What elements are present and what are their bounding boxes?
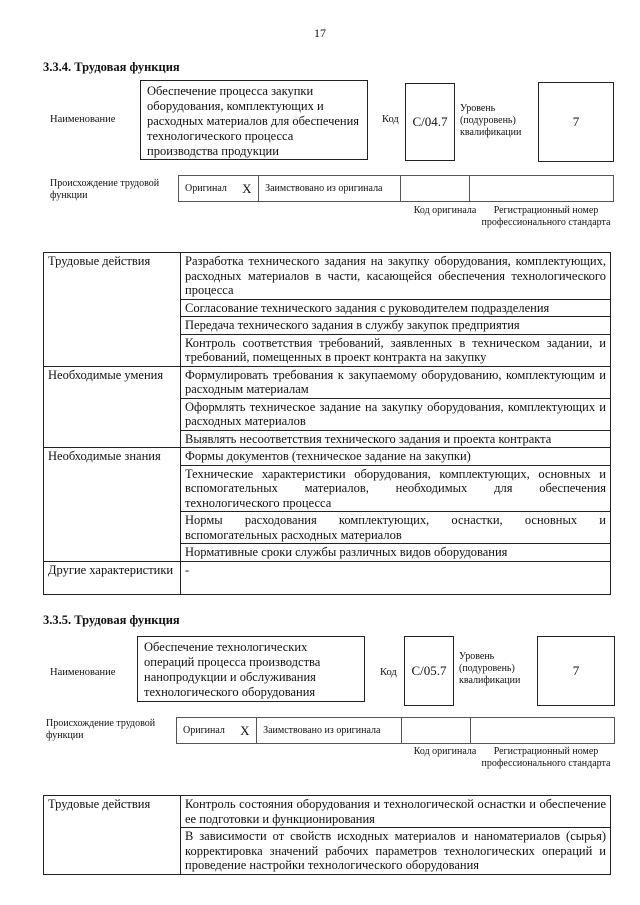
table-row: Оформлять техническое задание на закупку оборудования, комплектующих и расходных материалов — [181, 398, 611, 430]
function-code: C/04.7 — [405, 83, 455, 161]
original-mark: X — [236, 176, 259, 202]
function-table-335 — [43, 795, 611, 875]
code-label: Код — [382, 114, 399, 125]
category-labor-actions: Трудовые действия — [44, 253, 181, 367]
level-label: Уровень (подуровень) квалификации — [459, 651, 521, 686]
function-code: C/05.7 — [404, 636, 454, 706]
function-table-334 — [43, 252, 611, 595]
origin-label: Происхождение трудовой функции — [50, 178, 160, 201]
borrowed-label: Заимствовано из оригинала — [257, 718, 402, 744]
code-original-cell — [400, 176, 469, 202]
origin-table — [178, 175, 614, 202]
table-row: Технические характеристики оборудования, комплектующих, основных и вспомогательных материалов, необходимых для обеспечения технологического процесса — [181, 465, 611, 512]
reg-number-caption: Регистрационный номер профессионального стандарта — [481, 746, 611, 769]
level-label: Уровень (подуровень) квалификации — [460, 103, 522, 138]
category-skills: Необходимые умения — [44, 366, 181, 448]
table-row: Согласование технического задания с руководителем подразделения — [181, 299, 611, 317]
name-label: Наименование — [50, 114, 116, 125]
function-name: Обеспечение процесса закупки оборудования, комплектующих и расходных материалов для обеспечения технологического процесса производства продукции — [140, 80, 368, 160]
table-row: Нормы расходования комплектующих, оснастки, основных и вспомогательных расходных материалов — [181, 512, 611, 544]
function-name: Обеспечение технологических операций процесса производства нанопродукции и обслуживания технологического оборудования — [137, 636, 365, 702]
original-mark: X — [234, 718, 257, 744]
origin-table — [176, 717, 615, 744]
code-original-cell — [401, 718, 470, 744]
code-label: Код — [380, 667, 397, 678]
table-row: Формулировать требования к закупаемому оборудованию, комплектующим и расходным материалам — [181, 366, 611, 398]
table-row: Передача технического задания в службу закупок предприятия — [181, 317, 611, 335]
origin-label: Происхождение трудовой функции — [46, 718, 156, 741]
reg-number-cell — [470, 176, 614, 202]
code-original-caption: Код оригинала — [413, 746, 477, 757]
original-label: Оригинал — [177, 718, 234, 744]
table-row: Нормативные сроки службы различных видов оборудования — [181, 544, 611, 562]
page-number: 17 — [314, 26, 326, 40]
table-row: - — [181, 561, 611, 594]
name-label: Наименование — [50, 667, 116, 678]
section-title-335: 3.3.5. Трудовая функция — [43, 613, 180, 627]
table-row: Выявлять несоответствия технического задания и проекта контракта — [181, 430, 611, 448]
section-title-334: 3.3.4. Трудовая функция — [43, 60, 180, 74]
table-row: Разработка технического задания на закупку оборудования, комплектующих, расходных материалов в части, касающейся обеспечения технологического процесса — [181, 253, 611, 300]
table-row: Формы документов (техническое задание на закупки) — [181, 448, 611, 466]
original-label: Оригинал — [179, 176, 236, 202]
category-other: Другие характеристики — [44, 561, 181, 594]
qualification-level: 7 — [538, 82, 614, 162]
reg-number-cell — [471, 718, 615, 744]
category-labor-actions: Трудовые действия — [44, 796, 181, 875]
code-original-caption: Код оригинала — [413, 205, 477, 216]
qualification-level: 7 — [537, 636, 615, 706]
table-row: Контроль состояния оборудования и технологической оснастки и обеспечение ее подготовки и функционирования — [181, 796, 611, 828]
reg-number-caption: Регистрационный номер профессионального стандарта — [481, 205, 611, 228]
category-knowledge: Необходимые знания — [44, 448, 181, 562]
table-row: Контроль соответствия требований, заявленных в техническом задании, и требований, помещенных в проект контракта на закупку — [181, 334, 611, 366]
table-row: В зависимости от свойств исходных материалов и наноматериалов (сырья) корректировка значений рабочих параметров технологических операций и проведение настройки технологического оборудования — [181, 828, 611, 875]
borrowed-label: Заимствовано из оригинала — [259, 176, 401, 202]
